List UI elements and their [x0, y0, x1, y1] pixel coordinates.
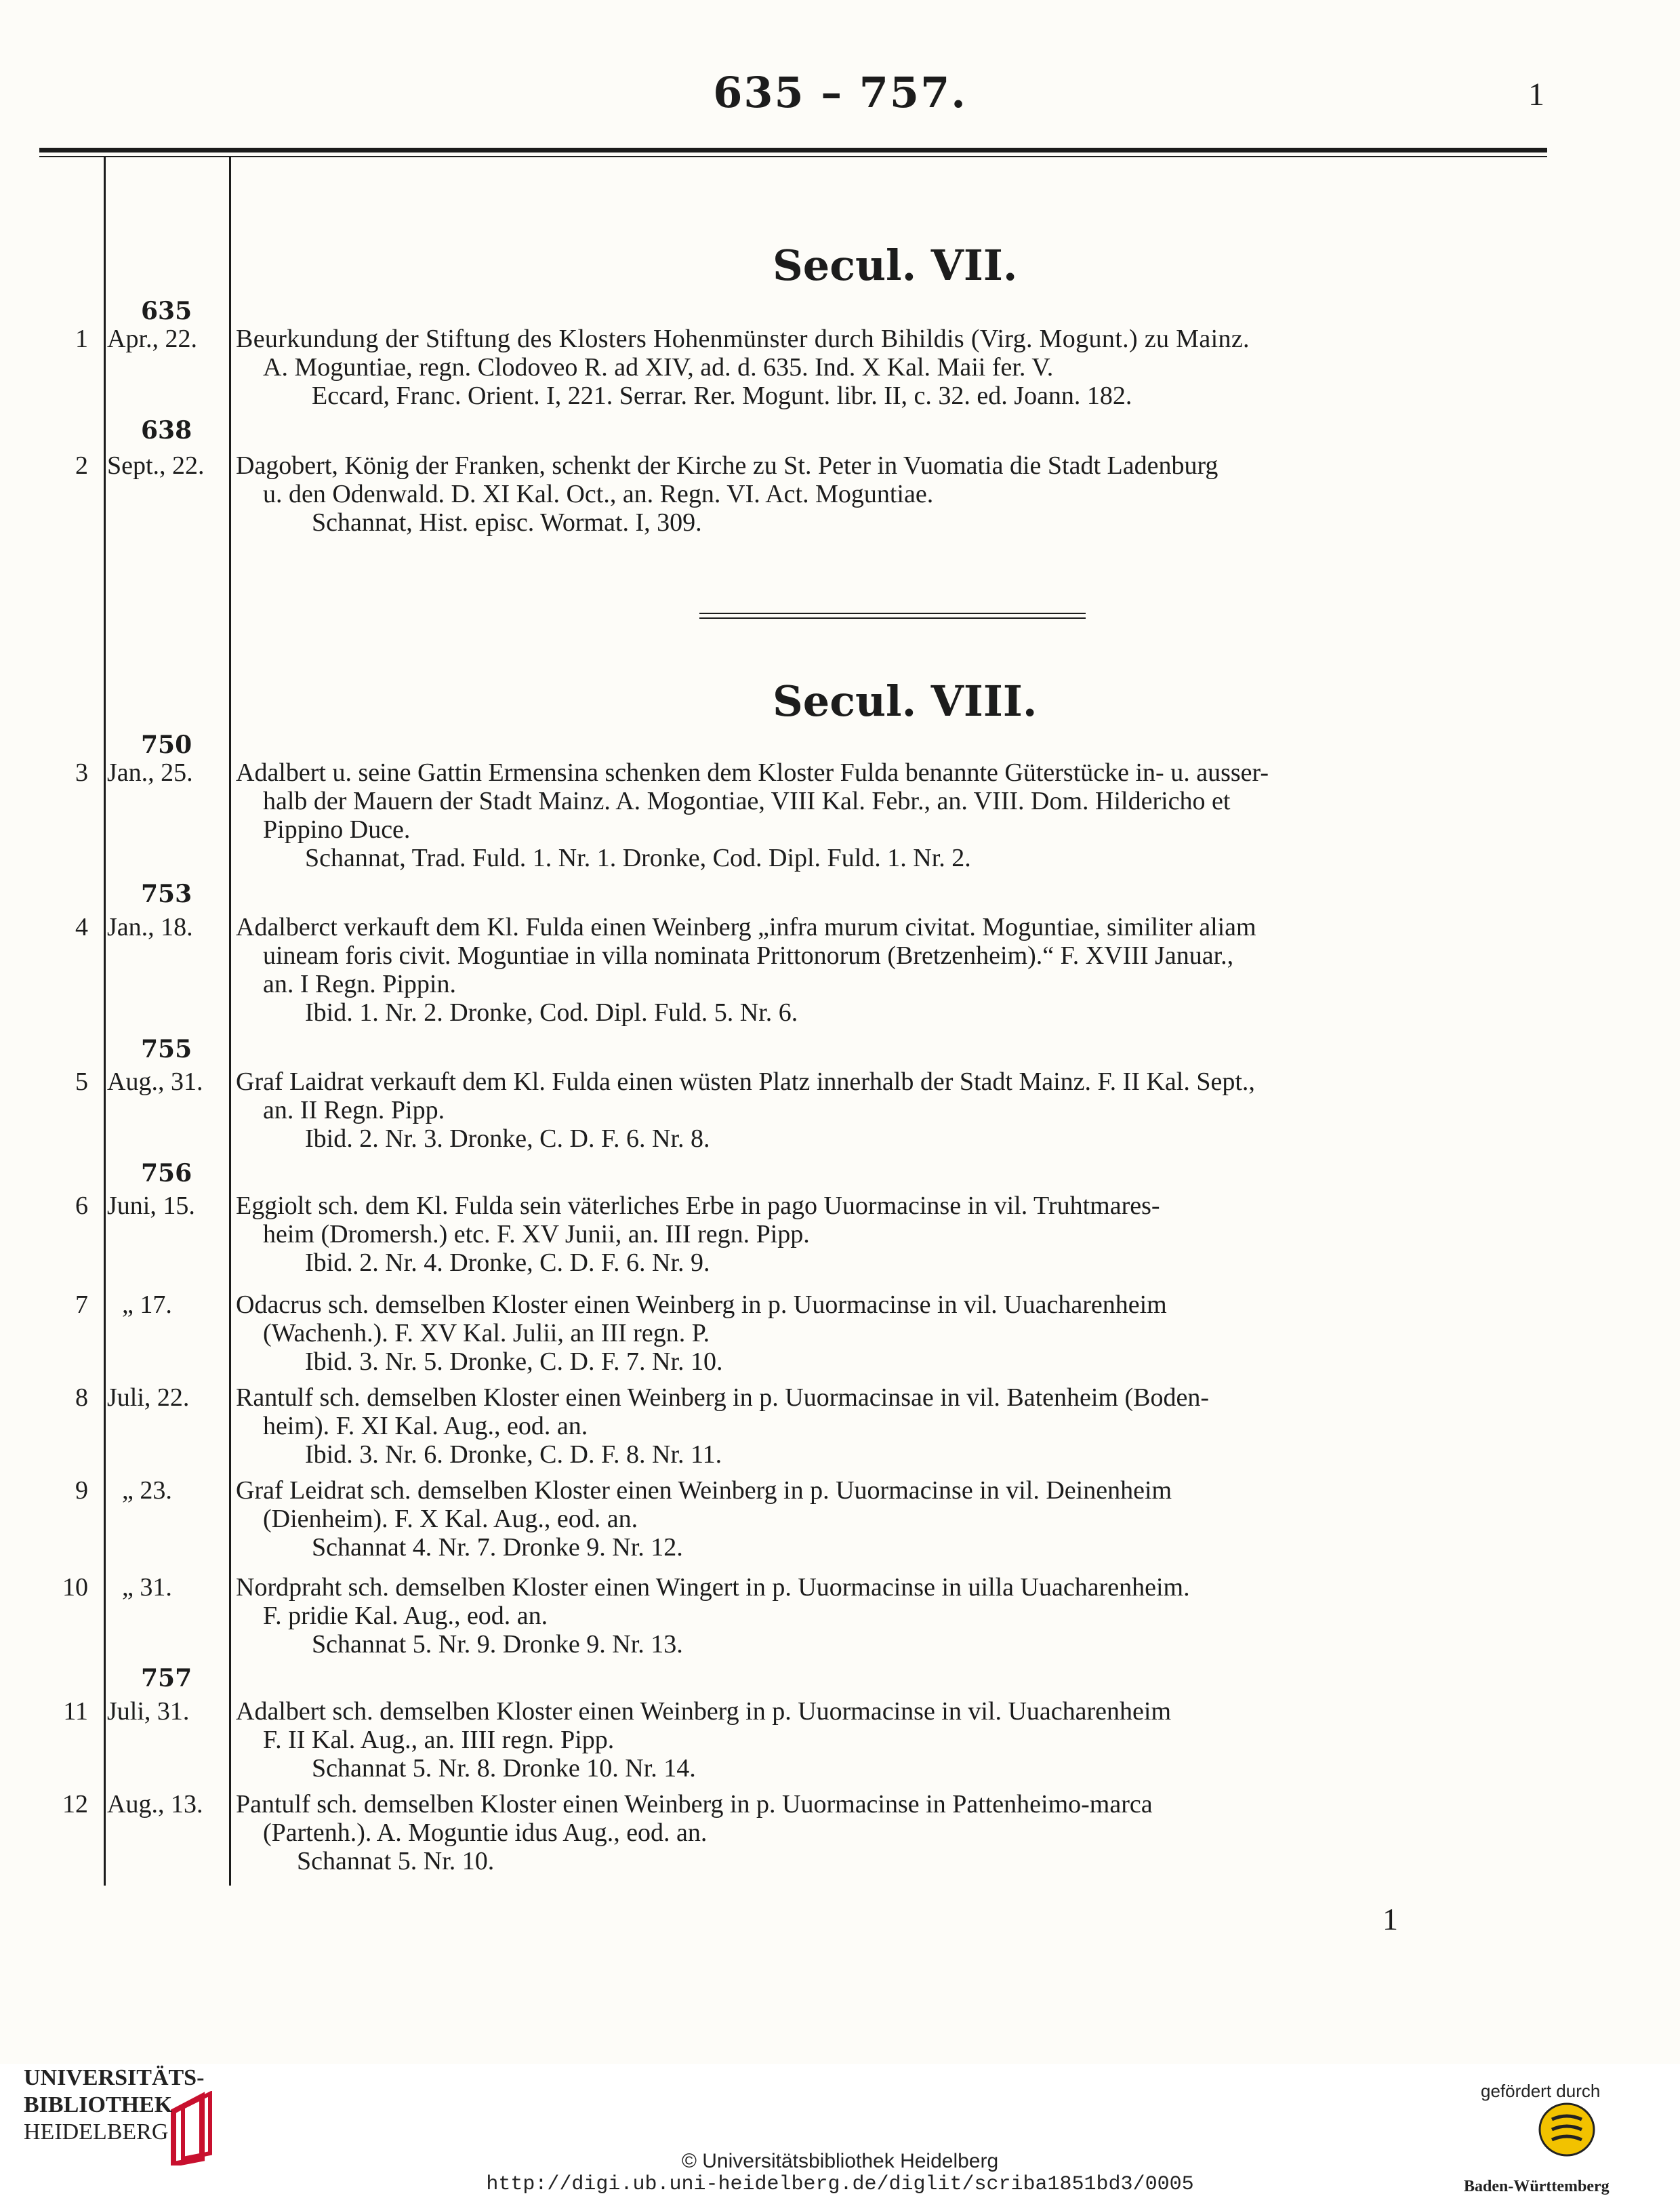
entry-text-line: heim (Dromersh.) etc. F. XV Junii, an. III regn. Pipp.	[263, 1220, 810, 1248]
entry-text-line: an. I Regn. Pippin.	[263, 970, 456, 998]
entry-number: 8	[75, 1383, 88, 1412]
entry-text-line: Schannat 5. Nr. 9. Dronke 9. Nr. 13.	[312, 1630, 683, 1659]
entry-text-line: Schannat, Hist. episc. Wormat. I, 309.	[312, 508, 702, 537]
entry-date: „ 31.	[122, 1573, 172, 1602]
entry-number: 3	[75, 758, 88, 787]
library-name-line: HEIDELBERG	[24, 2119, 169, 2144]
entry-text-line: Ibid. 1. Nr. 2. Dronke, Cod. Dipl. Fuld. 5. Nr. 6.	[305, 998, 798, 1027]
entry-text-line: (Partenh.). A. Moguntie idus Aug., eod. an.	[263, 1818, 708, 1847]
entry-date: Sept., 22.	[107, 451, 205, 480]
entry-number: 2	[75, 451, 88, 480]
entry-text-line: Schannat 4. Nr. 7. Dronke 9. Nr. 12.	[312, 1533, 683, 1562]
library-name-line: BIBLIOTHEK	[24, 2092, 173, 2117]
entry-date: Jan., 25.	[107, 758, 193, 787]
library-name	[24, 2065, 204, 2146]
year-heading: 635	[141, 297, 192, 325]
year-heading: 750	[141, 731, 192, 759]
entry-text-line: Pippino Duce.	[263, 815, 411, 844]
entry-text-line: uineam foris civit. Moguntiae in villa nominata Prittonorum (Bretzenheim).“ F. XVIII Januar.,	[263, 941, 1234, 970]
section-separator-rule	[699, 613, 1086, 614]
entry-number: 1	[75, 325, 88, 353]
entry-text-line: Adalbert sch. demselben Kloster einen Weinberg in p. Uuormacinse in vil. Uuacharenheim	[236, 1697, 1172, 1726]
entry-text-line: Rantulf sch. demselben Kloster einen Weinberg in p. Uuormacinsae in vil. Batenheim (Boden-	[236, 1383, 1210, 1412]
entry-text-line: Beurkundung der Stiftung des Klosters Hohenmünster durch Bihildis (Virg. Mogunt.) zu Mainz.	[236, 325, 1250, 353]
section-title-viii: Secul. VIII.	[773, 676, 1038, 726]
entry-number: 7	[75, 1290, 88, 1319]
sponsor-label: gefördert durch	[1481, 2081, 1601, 2101]
entry-text-line: halb der Mauern der Stadt Mainz. A. Mogontiae, VIII Kal. Febr., an. VIII. Dom. Hildericho et	[263, 787, 1231, 815]
entry-text-line: Graf Leidrat sch. demselben Kloster einen Weinberg in p. Uuormacinse in vil. Deinenheim	[236, 1476, 1172, 1505]
copyright-notice: © Universitätsbibliothek Heidelberg	[681, 2150, 999, 2172]
entry-number: 9	[75, 1476, 88, 1505]
entry-text-line: Graf Laidrat verkauft dem Kl. Fulda einen wüsten Platz innerhalb der Stadt Mainz. F. II Kal. Sept.,	[236, 1068, 1255, 1096]
year-heading: 755	[141, 1035, 192, 1063]
entry-date: Apr., 22.	[107, 325, 197, 353]
year-heading: 638	[141, 416, 192, 445]
entry-text-line: Schannat 5. Nr. 10.	[297, 1847, 495, 1875]
year-heading: 757	[141, 1664, 192, 1692]
entry-text-line: (Dienheim). F. X Kal. Aug., eod. an.	[263, 1505, 638, 1533]
entry-number: 11	[63, 1697, 88, 1726]
library-name-line: UNIVERSITÄTS-	[24, 2065, 205, 2090]
entry-date: „ 17.	[122, 1290, 172, 1319]
entry-text-line: F. pridie Kal. Aug., eod. an.	[263, 1602, 548, 1630]
sponsor-name: Baden-Württemberg	[1464, 2178, 1610, 2195]
entry-text-line: (Wachenh.). F. XV Kal. Julii, an III regn. P.	[263, 1319, 710, 1347]
entry-date: Jan., 18.	[107, 913, 193, 941]
column-divider-left	[104, 157, 106, 1886]
entry-text-line: Ibid. 2. Nr. 4. Dronke, C. D. F. 6. Nr. 9.	[305, 1248, 710, 1277]
entry-number: 12	[62, 1790, 88, 1818]
running-header-page-number: 1	[1528, 77, 1544, 113]
year-heading: 756	[141, 1159, 192, 1187]
entry-text-line: Ibid. 2. Nr. 3. Dronke, C. D. F. 6. Nr. 8.	[305, 1124, 710, 1153]
entry-date: Aug., 31.	[107, 1068, 203, 1096]
entry-text-line: Pantulf sch. demselben Kloster einen Weinberg in p. Uuormacinse in Pattenheimo-marca	[236, 1790, 1153, 1818]
entry-date: Aug., 13.	[107, 1790, 203, 1818]
year-heading: 753	[141, 880, 192, 908]
entry-text-line: heim). F. XI Kal. Aug., eod. an.	[263, 1412, 588, 1440]
entry-text-line: Adalberct verkauft dem Kl. Fulda einen Weinberg „infra murum civitat. Moguntiae, similiter aliam	[236, 913, 1256, 941]
column-divider-right	[229, 157, 231, 1886]
entry-text-line: F. II Kal. Aug., an. IIII regn. Pipp.	[263, 1726, 615, 1754]
entry-date: Juli, 31.	[107, 1697, 190, 1726]
entry-number: 10	[62, 1573, 88, 1602]
signature-mark: 1	[1382, 1902, 1398, 1936]
entry-text-line: Dagobert, König der Franken, schenkt der Kirche zu St. Peter in Vuomatia die Stadt Ladenburg	[236, 451, 1218, 480]
entry-date: Juli, 22.	[107, 1383, 190, 1412]
entry-text-line: Eggiolt sch. dem Kl. Fulda sein väterliches Erbe in pago Uuormacinse in vil. Truhtmares-	[236, 1192, 1160, 1220]
entry-text-line: Ibid. 3. Nr. 5. Dronke, C. D. F. 7. Nr. 10.	[305, 1347, 723, 1376]
entry-text-line: Adalbert u. seine Gattin Ermensina schenken dem Kloster Fulda benannte Güterstücke in- u. ausser-	[236, 758, 1269, 787]
header-rule-thin	[39, 156, 1547, 157]
entry-number: 5	[75, 1068, 88, 1096]
entry-number: 6	[75, 1192, 88, 1220]
entry-text-line: Odacrus sch. demselben Kloster einen Weinberg in p. Uuormacinse in vil. Uuacharenheim	[236, 1290, 1167, 1319]
entry-text-line: Schannat, Trad. Fuld. 1. Nr. 1. Dronke, Cod. Dipl. Fuld. 1. Nr. 2.	[305, 844, 971, 872]
entry-text-line: u. den Odenwald. D. XI Kal. Oct., an. Regn. VI. Act. Moguntiae.	[263, 480, 934, 508]
entry-text-line: an. II Regn. Pipp.	[263, 1096, 445, 1124]
entry-text-line: Nordpraht sch. demselben Kloster einen Wingert in p. Uuormacinse in uilla Uuacharenheim.	[236, 1573, 1190, 1602]
running-header-range: 635 – 757.	[713, 68, 967, 117]
entry-text-line: Ibid. 3. Nr. 6. Dronke, C. D. F. 8. Nr. 11.	[305, 1440, 722, 1469]
section-separator-rule	[699, 617, 1086, 619]
entry-number: 4	[75, 913, 88, 941]
entry-date: „ 23.	[122, 1476, 172, 1505]
header-rule	[39, 148, 1547, 152]
source-url-link[interactable]: http://digi.ub.uni-heidelberg.de/diglit/scriba1851bd3/0005	[486, 2173, 1194, 2196]
entry-text-line: A. Moguntiae, regn. Clodoveo R. ad XIV, ad. d. 635. Ind. X Kal. Maii fer. V.	[263, 353, 1054, 382]
entry-text-line: Schannat 5. Nr. 8. Dronke 10. Nr. 14.	[312, 1754, 696, 1783]
entry-text-line: Eccard, Franc. Orient. I, 221. Serrar. Rer. Mogunt. libr. II, c. 32. ed. Joann. 182.	[312, 382, 1132, 410]
entry-date: Juni, 15.	[107, 1192, 195, 1220]
section-title-vii: Secul. VII.	[773, 241, 1018, 290]
